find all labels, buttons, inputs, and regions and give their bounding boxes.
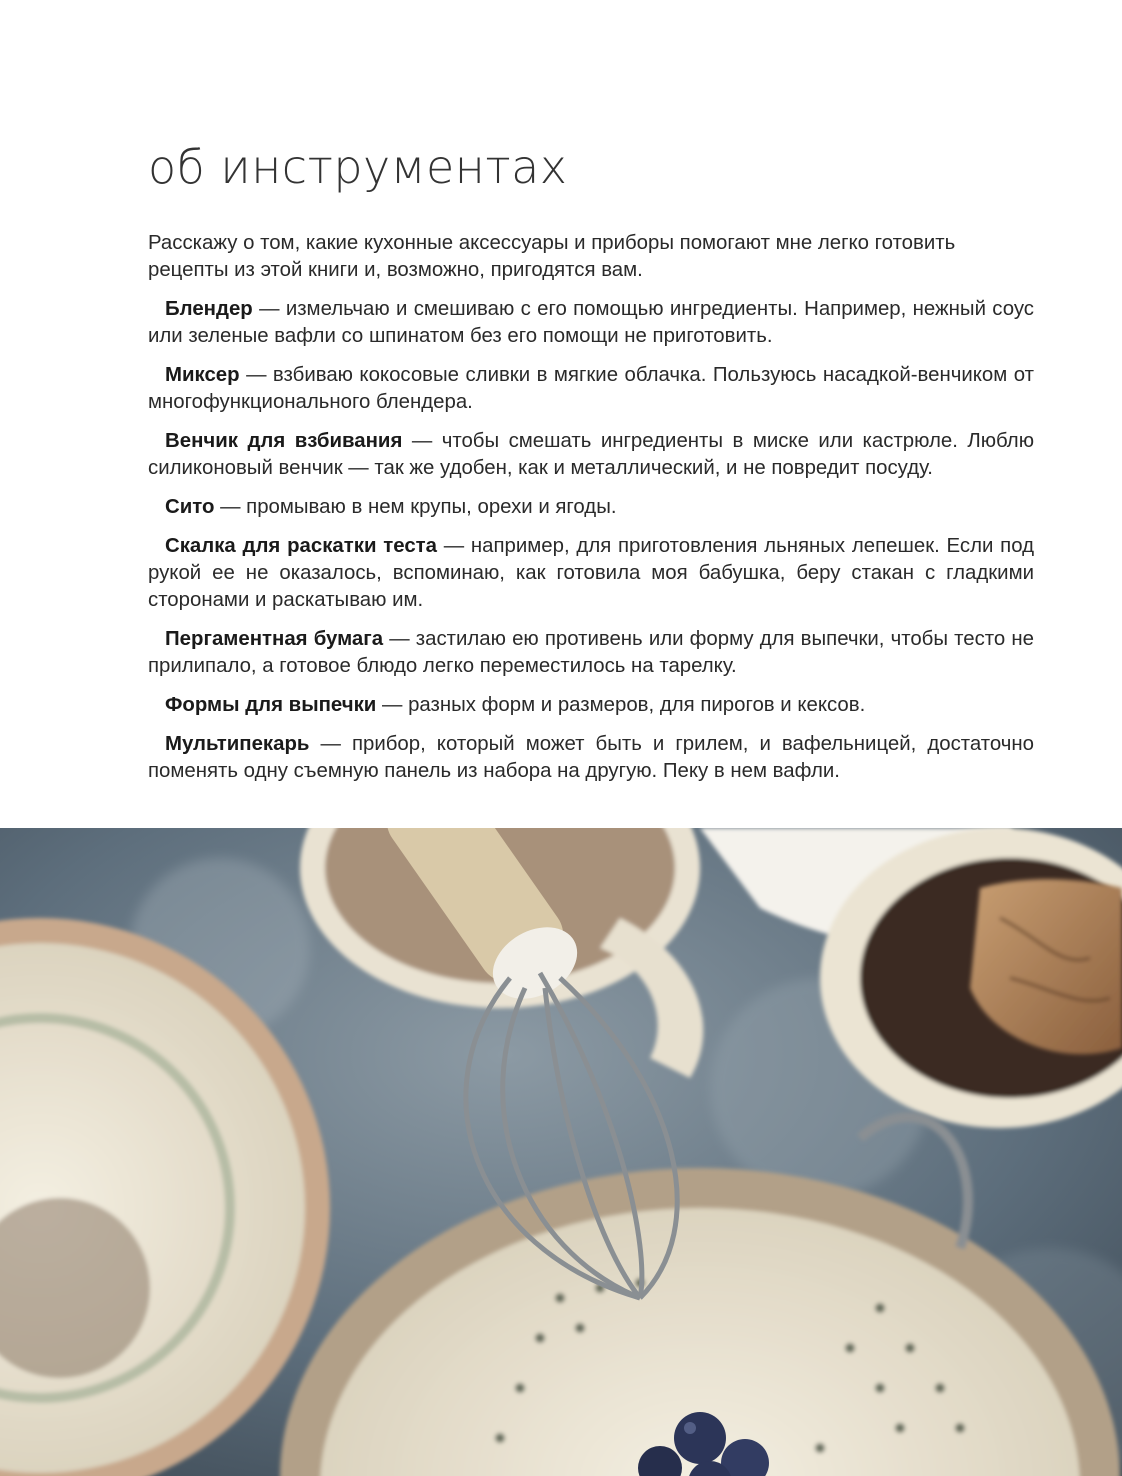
tool-item-sieve [148, 494, 1034, 521]
tool-item-baking-forms [148, 692, 1034, 719]
tool-item-rolling-pin [148, 533, 1034, 614]
tool-item-mixer [148, 362, 1034, 416]
tool-term: Блендер [165, 298, 253, 320]
tool-description: — например, для приготовления льняных лепешек. Если под рукой ее не оказалось, вспоминаю, как готовила моя бабушка, беру стакан с гладкими сторонами и раскатываю им. [148, 535, 1034, 611]
text-body [148, 230, 1034, 797]
page-title: об инструментах [148, 140, 568, 194]
intro-paragraph: Расскажу о том, какие кухонные аксессуары и приборы помогают мне легко готовить рецепты из этой книги и, возможно, пригодятся вам. [148, 232, 956, 281]
tool-item-blender [148, 296, 1034, 350]
tool-item-whisk [148, 428, 1034, 482]
tool-description: — взбиваю кокосовые сливки в мягкие облачка. Пользуюсь насадкой-венчиком от многофункционального блендера. [148, 364, 1034, 413]
tool-term: Формы для выпечки [165, 694, 377, 716]
tool-description: — промываю в нем крупы, орехи и ягоды. [214, 496, 617, 518]
tool-item-multibaker [148, 731, 1034, 785]
tool-term: Мультипекарь [165, 733, 310, 755]
tool-term: Пергаментная бумага [165, 628, 384, 650]
tool-term: Сито [165, 496, 215, 518]
tool-item-parchment [148, 626, 1034, 680]
tool-term: Скалка для раскатки теста [165, 535, 437, 557]
tool-description: — прибор, который может быть и грилем, и вафельницей, достаточно поменять одну съемную панель из набора на другую. Пеку в нем вафли. [148, 733, 1034, 782]
kitchen-tools-photo [0, 828, 1122, 1476]
tool-description: — разных форм и размеров, для пирогов и кексов. [376, 694, 866, 716]
tool-description: — измельчаю и смешиваю с его помощью ингредиенты. Например, нежный соус или зеленые вафли со шпинатом без его помощи не приготовить. [148, 298, 1034, 347]
tool-term: Венчик для взбивания [165, 430, 403, 452]
tool-description: — застилаю ею противень или форму для выпечки, чтобы тесто не прилипало, а готовое блюдо легко переместилось на тарелку. [148, 628, 1034, 677]
tool-term: Миксер [165, 364, 240, 386]
tool-description: — чтобы смешать ингредиенты в миске или кастрюле. Люблю силиконовый венчик — так же удобен, как и металлический, и не повредит посуду. [148, 430, 1034, 479]
